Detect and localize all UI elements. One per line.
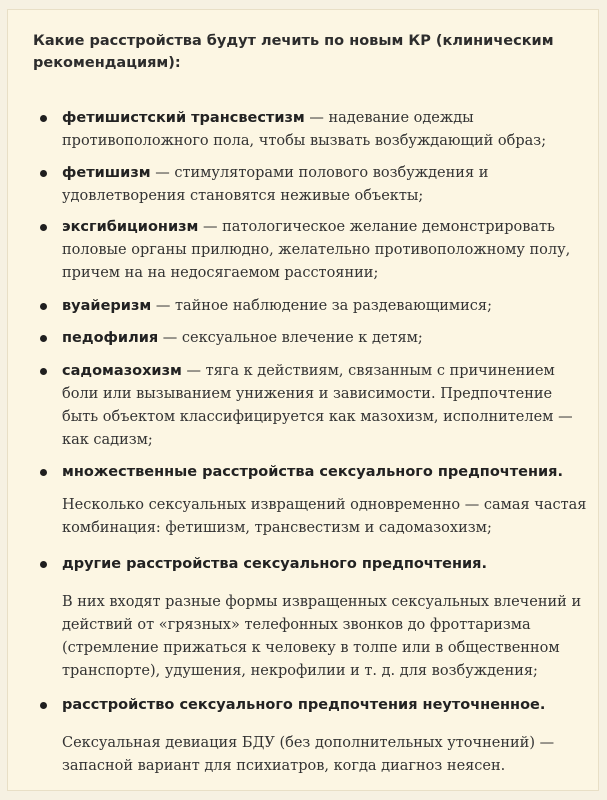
item-term: расстройство сексуального предпочтения неуточненное. [62,697,546,713]
bullet-icon [40,702,47,709]
item-term: другие расстройства сексуального предпочтения. [62,556,487,572]
bullet-icon [40,115,47,122]
bullet-icon [40,335,47,342]
article-card [7,9,599,791]
item-term: педофилия [62,330,159,346]
item-text: — патологическое желание демонстрировать половые органы прилюдно, желательно противоположному полу, причем на на недосягаемом расстоянии; [62,219,571,281]
item-description: Сексуальная девиация БДУ (без дополнительных уточнений) — запасной вариант для психиатров, когда диагноз неясен. [62,735,555,774]
item-text: — тайное наблюдение за раздевающимися; [151,298,492,314]
item-term: садомазохизм [62,363,182,379]
section-heading: Какие расстройства будут лечить по новым КР (клиническим рекомендациям): [33,33,554,71]
list-item-fetishism [62,162,582,208]
list-item-unspecified [62,694,582,717]
list-item-multiple-disorders [62,461,582,484]
item-term: вуайеризм [62,298,152,314]
bullet-icon [40,469,47,476]
item-text: — надевание одежды противоположного пола, чтобы вызвать возбуждающий образ; [62,110,547,149]
item-term: фетишизм [62,165,151,181]
bullet-icon [40,224,47,231]
list-item-exhibitionism [62,216,582,285]
item-term: множественные расстройства сексуального предпочтения. [62,464,563,480]
bullet-icon [40,303,47,310]
item-term: эксгибиционизм [62,219,199,235]
bullet-icon [40,170,47,177]
item-description: Несколько сексуальных извращений одновременно — самая частая комбинация: фетишизм, трансвестизм и садомазохизм; [62,497,587,536]
list-item-other-disorders [62,553,582,576]
bullet-icon [40,561,47,568]
list-item-transvestism [62,107,582,153]
item-text: — стимуляторами полового возбуждения и удовлетворения становятся неживые объекты; [62,165,489,204]
item-text: — сексуальное влечение к детям; [158,330,423,346]
item-description: В них входят разные формы извращенных сексуальных влечений и действий от «грязных» телефонных звонков до фроттаризма (стремление прижаться к человеку в толпе или в общественном транспорте), удушения, некрофилии и т. д. для возбуждения; [62,594,582,679]
list-item-voyeurism [62,295,582,318]
item-term: фетишистский трансвестизм [62,110,305,126]
bullet-icon [40,368,47,375]
list-item-sadomasochism [62,360,582,452]
item-text: — тяга к действиям, связанным с причинением боли или вызыванием унижения и зависимости. Предпочтение быть объектом классифицируется как мазохизм, исполнителем — как садизм; [62,363,573,448]
list-item-pedophilia [62,327,582,350]
